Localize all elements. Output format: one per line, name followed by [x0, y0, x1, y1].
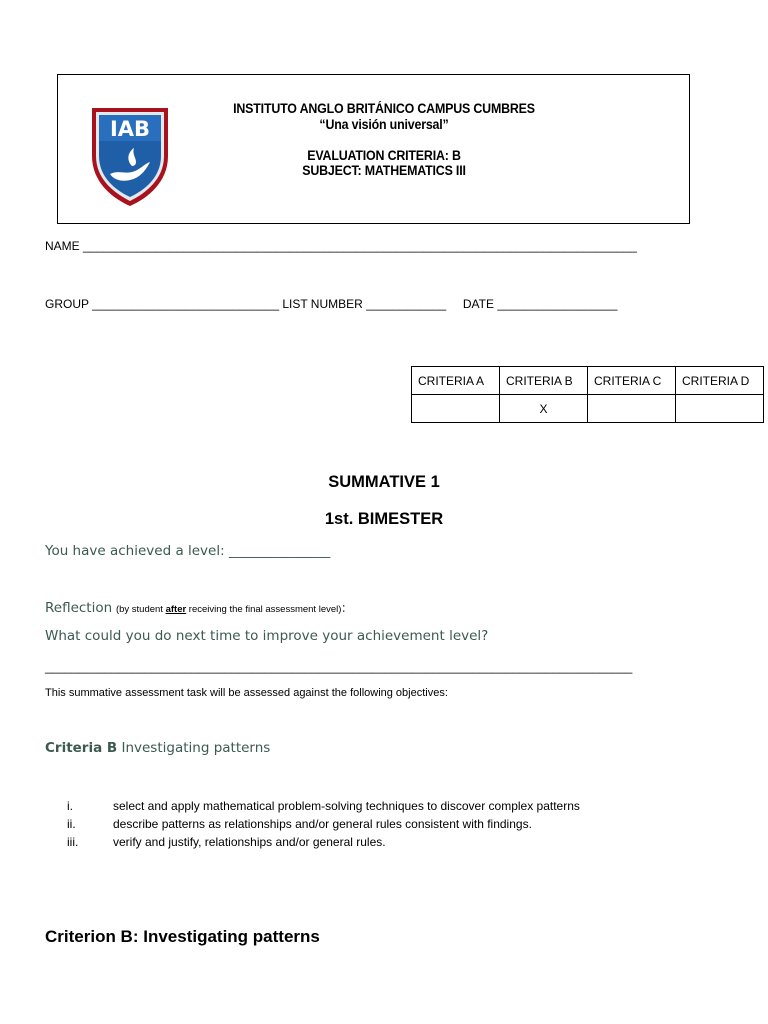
criteria-header-row [412, 367, 764, 395]
section-heading: Criterion B: Investigating patterns [45, 927, 320, 946]
reflection-line [45, 600, 346, 616]
school-motto: “Una visión universal” [319, 117, 449, 132]
criteria-b-mark[interactable]: X [500, 395, 588, 423]
achievement-level[interactable]: You have achieved a level: _______________ [45, 543, 331, 559]
reflection-note-suffix: receiving the final assessment level) [186, 604, 342, 615]
criteria-c-mark[interactable] [588, 395, 676, 423]
list-item [67, 797, 580, 815]
list-item-number: ii. [67, 817, 76, 831]
reflection-note-prefix: (by student [115, 604, 166, 615]
reflection-note-emphasis: after [165, 604, 187, 615]
reflection-colon: : [341, 600, 346, 616]
criteria-a-mark[interactable] [412, 395, 500, 423]
bimester-title: 1st. BIMESTER [324, 510, 444, 528]
list-item-number: iii. [67, 835, 79, 849]
list-item-text: describe patterns as relationships and/or general rules consistent with findings. [113, 817, 532, 831]
name-field[interactable]: NAME ___________________________________________________________________________________ [45, 239, 637, 253]
logo-text: IAB [109, 117, 151, 141]
criteria-table [411, 366, 764, 423]
summative-title: SUMMATIVE 1 [328, 473, 440, 491]
list-item-text: verify and justify, relationships and/or general rules. [113, 835, 386, 849]
reflection-question: What could you do next time to improve your achievement level? [45, 628, 489, 644]
list-item-number: i. [67, 799, 73, 813]
evaluation-criteria: EVALUATION CRITERIA: B [307, 148, 461, 163]
criteria-heading-bold: Criteria B [45, 740, 118, 756]
objectives-list [67, 797, 580, 851]
objectives-intro: This summative assessment task will be assessed against the following objectives: [45, 687, 448, 699]
list-item [67, 815, 580, 833]
criteria-b-header: CRITERIA B [500, 367, 588, 395]
group-list-date-fields[interactable]: GROUP ____________________________ LIST NUMBER ____________ DATE __________________ [45, 297, 618, 311]
school-name: INSTITUTO ANGLO BRITÁNICO CAMPUS CUMBRES [233, 101, 535, 116]
list-item-text: select and apply mathematical problem-solving techniques to discover complex patterns [113, 799, 580, 813]
criteria-mark-row [412, 395, 764, 423]
criteria-heading-rest: Investigating patterns [117, 740, 271, 756]
criteria-a-header: CRITERIA A [412, 367, 500, 395]
reflection-label: Reflection [45, 600, 113, 616]
subject: SUBJECT: MATHEMATICS III [302, 163, 466, 178]
list-item [67, 833, 580, 851]
criteria-d-header: CRITERIA D [676, 367, 764, 395]
criteria-c-header: CRITERIA C [588, 367, 676, 395]
criteria-d-mark[interactable] [676, 395, 764, 423]
reflection-answer-line[interactable]: ________________________________________________________________________________________ [45, 660, 633, 674]
criteria-heading [45, 740, 270, 756]
